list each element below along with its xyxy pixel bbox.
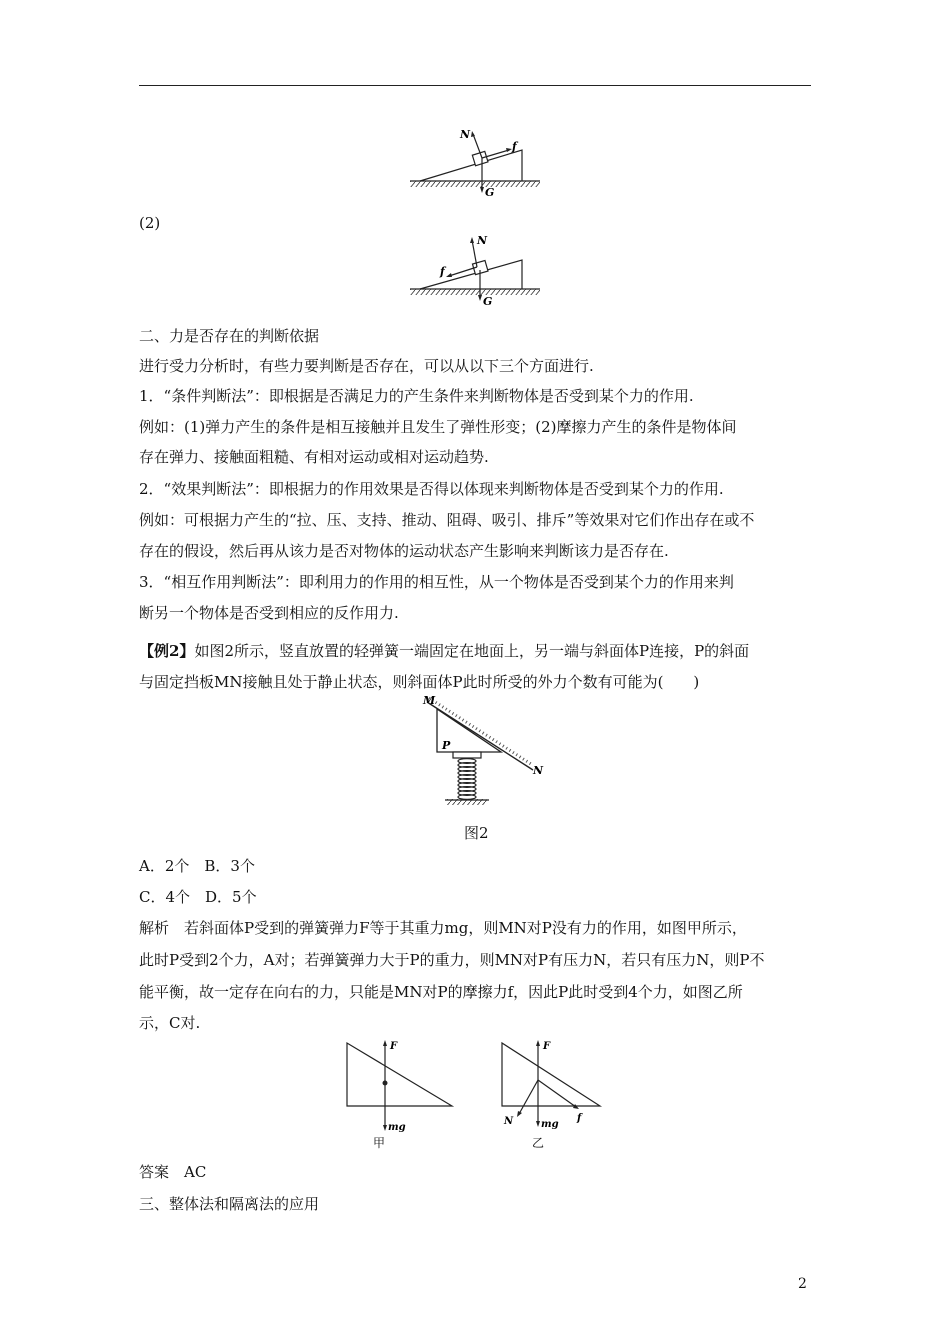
label-g: G <box>485 186 495 199</box>
friction-arrow <box>538 1080 576 1107</box>
incline <box>420 150 522 181</box>
center-of-mass <box>383 1081 388 1086</box>
options-line-1: A．2个 B．3个 <box>139 857 255 875</box>
label-n: N <box>533 764 544 777</box>
question-text-1: 如图2所示，竖直放置的轻弹簧一端固定在地面上，另一端与斜面体P连接，P的斜面 <box>194 642 750 660</box>
incline <box>420 260 522 289</box>
example-tag: 【例2】 <box>139 642 195 660</box>
method-1: 1．“条件判断法”：即根据是否满足力的产生条件来判断物体是否受到某个力的作用. <box>139 387 694 405</box>
caption-jia: 甲 <box>373 1136 386 1150</box>
spring-top-plate <box>453 752 481 758</box>
label-f: F <box>390 1041 398 1052</box>
analysis-line-3: 能平衡，故一定存在向右的力，只能是MN对P的摩擦力f，因此P此时受到4个力，如图乙所 <box>139 983 743 1001</box>
ground-hatch <box>410 289 540 295</box>
friction-arrowhead <box>446 273 452 277</box>
label-p: P <box>442 739 451 752</box>
label-f: f <box>440 265 445 278</box>
page-number: 2 <box>798 1276 807 1292</box>
normal-arrowhead <box>471 131 475 137</box>
normal-arrowhead <box>470 237 474 243</box>
wedge <box>502 1043 600 1106</box>
example-1-line-1: 例如：(1)弹力产生的条件是相互接触并且发生了弹性形变；(2)摩擦力产生的条件是物体间 <box>139 418 737 436</box>
spring-force-arrowhead <box>383 1040 387 1046</box>
spring-force-arrowhead <box>536 1040 540 1046</box>
label-f-fric: f <box>577 1113 582 1124</box>
method-2: 2．“效果判断法”：即根据力的作用效果是否得以体现来判断物体是否受到某个力的作用. <box>139 480 724 498</box>
answer: 答案 AC <box>139 1163 207 1181</box>
analysis-line-1: 解析 若斜面体P受到的弹簧弹力F等于其重力mg，则MN对P没有力的作用，如图甲所示， <box>139 919 747 937</box>
force-diagram-yi <box>494 1036 614 1156</box>
options-line-2: C．4个 D．5个 <box>139 888 257 906</box>
caption-yi: 乙 <box>532 1136 545 1150</box>
label-f: f <box>512 140 517 153</box>
label-n: N <box>504 1116 514 1127</box>
intro-text: 进行受力分析时，有些力要判断是否存在，可以从以下三个方面进行. <box>139 357 594 375</box>
incline-force-diagram-2 <box>405 230 545 310</box>
question-line-1 <box>139 641 811 661</box>
part-2-label: (2) <box>139 214 161 232</box>
ground-hatch <box>410 181 540 187</box>
gravity-arrowhead <box>383 1125 387 1131</box>
normal-arrowhead <box>517 1111 522 1117</box>
label-mg: mg <box>388 1122 406 1133</box>
label-f-up: F <box>543 1041 551 1052</box>
label-n: N <box>477 234 488 247</box>
example-2-line-1: 例如：可根据力产生的“拉、压、支持、推动、阻碍、吸引、排斥”等效果对它们作出存在或不 <box>139 511 755 529</box>
friction-arrow <box>449 267 477 276</box>
question-line-2: 与固定挡板MN接触且处于静止状态，则斜面体P此时所受的外力个数有可能为( ) <box>139 673 700 691</box>
example-1-line-2: 存在弹力、接触面粗糙、有相对运动或相对运动趋势. <box>139 448 489 466</box>
spring-coils <box>458 759 476 800</box>
label-m: M <box>423 694 436 707</box>
spring-wedge-figure <box>415 694 555 812</box>
method-3-line-1: 3．“相互作用判断法”：即利用力的作用的相互性，从一个物体是否受到某个力的作用来判 <box>139 573 734 591</box>
figure-2-caption: 图2 <box>464 824 489 842</box>
wedge <box>347 1043 452 1106</box>
analysis-line-2: 此时P受到2个力，A对；若弹簧弹力大于P的重力，则MN对P有压力N，若只有压力N，则P不 <box>139 951 765 969</box>
label-n: N <box>460 128 471 141</box>
example-2-line-2: 存在的假设，然后再从该力是否对物体的运动状态产生影响来判断该力是否存在. <box>139 542 669 560</box>
method-3-line-2: 断另一个物体是否受到相应的反作用力. <box>139 604 399 622</box>
force-diagram-jia <box>340 1036 460 1156</box>
gravity-arrowhead <box>480 187 484 193</box>
section-3-heading: 三、整体法和隔离法的应用 <box>139 1195 320 1213</box>
incline-force-diagram-1 <box>405 122 545 200</box>
label-g: G <box>483 295 493 308</box>
gravity-arrowhead <box>536 1121 540 1127</box>
label-mg: mg <box>541 1119 559 1130</box>
gravity-arrowhead <box>478 295 482 301</box>
section-2-heading: 二、力是否存在的判断依据 <box>139 327 320 345</box>
normal-force-arrow <box>519 1080 538 1114</box>
header-rule <box>139 85 811 86</box>
analysis-line-4: 示，C对. <box>139 1014 201 1032</box>
